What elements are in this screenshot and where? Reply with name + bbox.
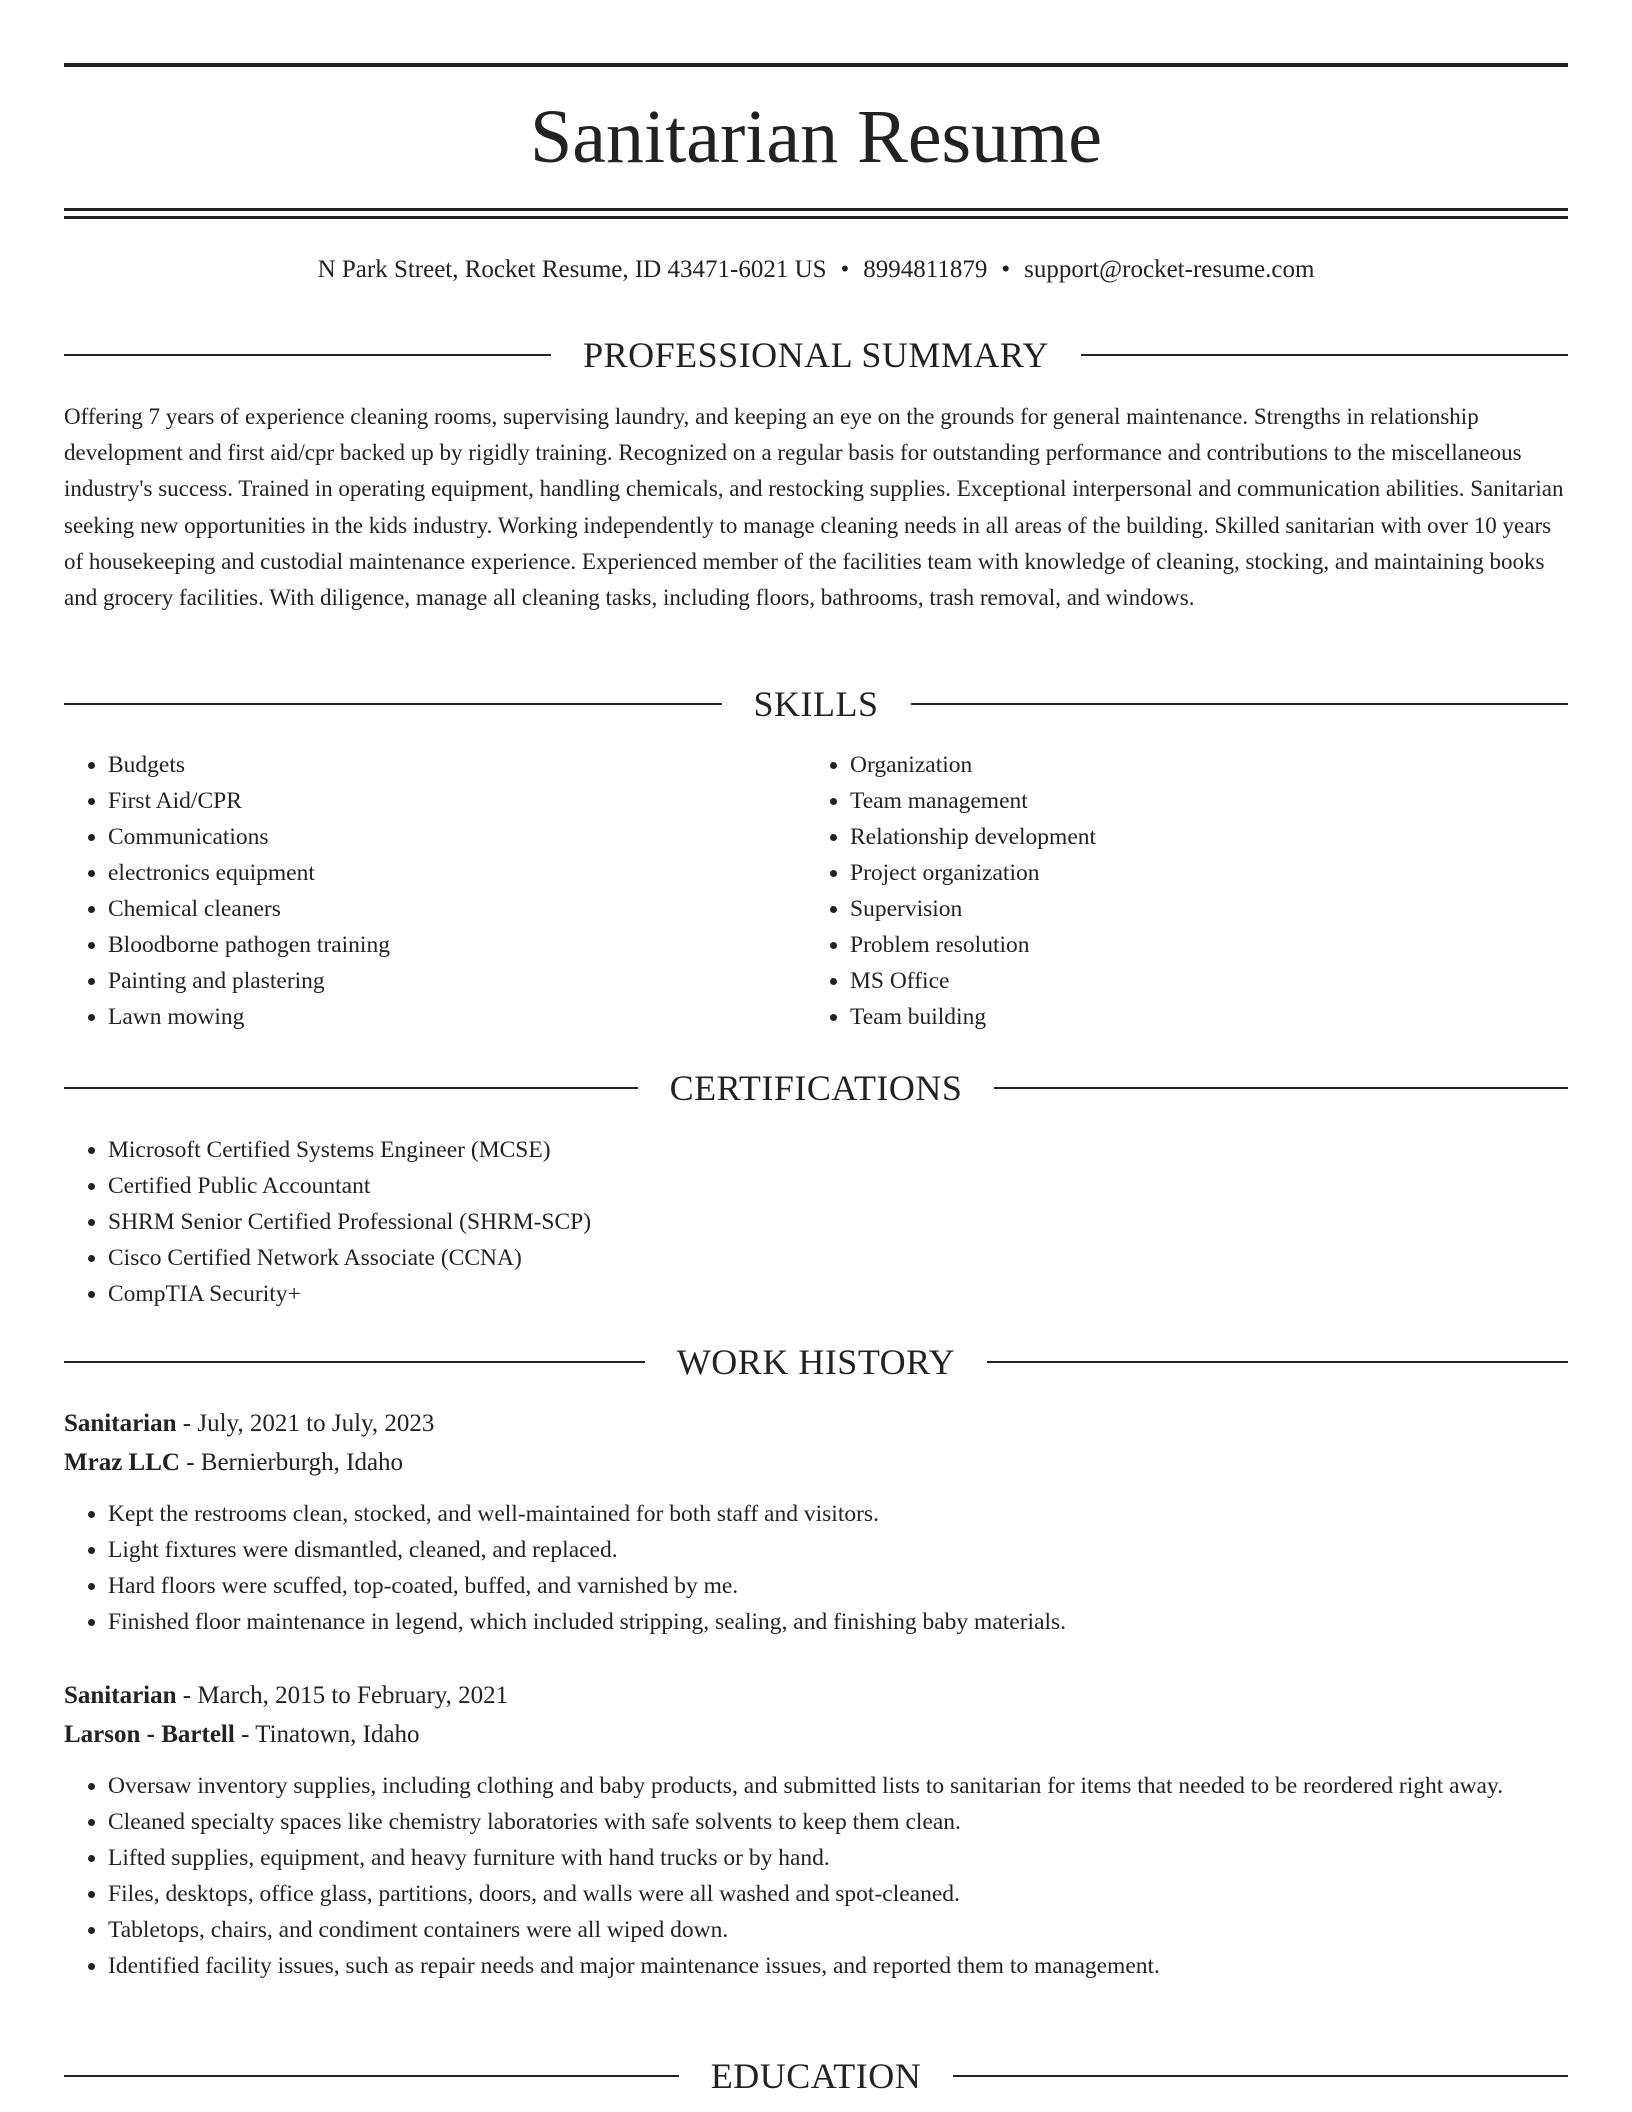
heading-rule <box>911 703 1569 705</box>
certifications-list <box>64 1132 1568 1312</box>
heading-rule <box>64 703 722 705</box>
section-title: CERTIFICATIONS <box>669 1068 963 1108</box>
job-entry <box>64 1404 1568 1640</box>
job-dates: - July, 2021 to July, 2023 <box>176 1410 435 1437</box>
separator: • <box>1001 256 1011 283</box>
job-bullet: • Identified facility issues, such as repair needs and major maintenance issues, and reported them to management. <box>108 1948 1568 1984</box>
job-company-line <box>64 1715 1568 1754</box>
job-bullet: • Oversaw inventory supplies, including clothing and baby products, and submitted lists to sanitarian for items that needed to be reordered right away. <box>108 1768 1568 1804</box>
skill-item: • Project organization <box>850 855 1566 891</box>
heading-rule <box>64 2075 679 2077</box>
job-bullet: • Hard floors were scuffed, top-coated, buffed, and varnished by me. <box>108 1568 1568 1604</box>
skills-column-right <box>806 747 1566 1035</box>
heading-rule <box>64 1087 638 1089</box>
section-title: EDUCATION <box>710 2056 922 2096</box>
job-title: Sanitarian <box>64 1410 177 1437</box>
company-name: Larson - Bartell <box>64 1721 235 1748</box>
job-location: - Tinatown, Idaho <box>234 1721 420 1748</box>
skill-item: • Problem resolution <box>850 927 1566 963</box>
section-heading-certifications <box>64 1066 1568 1110</box>
skill-item: • Organization <box>850 747 1566 783</box>
skill-item: • electronics equipment <box>108 855 804 891</box>
job-title: Sanitarian <box>64 1682 177 1709</box>
heading-rule <box>64 1361 645 1363</box>
job-location: - Bernierburgh, Idaho <box>179 1449 404 1476</box>
phone: 8994811879 <box>863 256 988 283</box>
skill-item: • First Aid/CPR <box>108 783 804 819</box>
heading-rule <box>994 1087 1568 1089</box>
skill-item: • MS Office <box>850 963 1566 999</box>
top-rule <box>64 63 1568 67</box>
section-heading-education <box>64 2054 1568 2098</box>
heading-rule <box>953 2075 1568 2077</box>
skills-column-left <box>64 747 804 1035</box>
skill-item: • Supervision <box>850 891 1566 927</box>
heading-rule <box>1081 354 1568 356</box>
job-bullet: • Light fixtures were dismantled, cleaned, and replaced. <box>108 1532 1568 1568</box>
certification-item: • Certified Public Accountant <box>108 1168 1568 1204</box>
job-bullet: • Kept the restrooms clean, stocked, and well-maintained for both staff and visitors. <box>108 1496 1568 1532</box>
email: support@rocket-resume.com <box>1024 256 1315 283</box>
heading-rule <box>987 1361 1568 1363</box>
separator: • <box>840 256 850 283</box>
certification-item: • CompTIA Security+ <box>108 1276 1568 1312</box>
summary-text: Offering 7 years of experience cleaning rooms, supervising laundry, and keeping an eye on the grounds for general maintenance. Strengths in relationship development and first aid/cpr backed up by rigidly training. Recognized on a regular basis for outstanding performance and contributions to the miscellaneous industry's success. Trained in operating equipment, handling chemicals, and restocking supplies. Exceptional interpersonal and communication abilities. Sanitarian seeking new opportunities in the kids industry. Working independently to manage cleaning needs in all areas of the building. Skilled sanitarian with over 10 years of housekeeping and custodial maintenance experience. Experienced member of the facilities team with knowledge of cleaning, stocking, and maintaining books and grocery facilities. With diligence, manage all cleaning tasks, including floors, bathrooms, trash removal, and windows. <box>64 404 1564 611</box>
section-title: WORK HISTORY <box>676 1342 956 1382</box>
job-bullet: • Files, desktops, office glass, partitions, doors, and walls were all washed and spot-cleaned. <box>108 1876 1568 1912</box>
section-heading-summary <box>64 333 1568 377</box>
address: N Park Street, Rocket Resume, ID 43471-6021 US <box>317 256 827 283</box>
skill-item: • Relationship development <box>850 819 1566 855</box>
section-heading-skills <box>64 682 1568 726</box>
heading-rule <box>64 354 551 356</box>
company-name: Mraz LLC <box>64 1449 180 1476</box>
section-title: PROFESSIONAL SUMMARY <box>583 335 1049 375</box>
job-bullet: • Tabletops, chairs, and condiment containers were all wiped down. <box>108 1912 1568 1948</box>
job-entry <box>64 1676 1568 1984</box>
skill-item: • Team management <box>850 783 1566 819</box>
job-dates: - March, 2015 to February, 2021 <box>176 1682 509 1709</box>
job-title-line <box>64 1404 1568 1443</box>
certification-item: • Microsoft Certified Systems Engineer (MCSE) <box>108 1132 1568 1168</box>
title-rule-upper <box>64 208 1568 211</box>
skill-item: • Lawn mowing <box>108 999 804 1035</box>
skill-item: • Bloodborne pathogen training <box>108 927 804 963</box>
contact-line <box>64 252 1568 288</box>
page-title: Sanitarian Resume <box>530 95 1102 179</box>
skill-item: • Communications <box>108 819 804 855</box>
skill-item: • Chemical cleaners <box>108 891 804 927</box>
job-company-line <box>64 1443 1568 1482</box>
skill-item: • Budgets <box>108 747 804 783</box>
job-bullet: • Cleaned specialty spaces like chemistry laboratories with safe solvents to keep them clean. <box>108 1804 1568 1840</box>
certification-item: • Cisco Certified Network Associate (CCNA) <box>108 1240 1568 1276</box>
skill-item: • Team building <box>850 999 1566 1035</box>
job-bullet: • Finished floor maintenance in legend, which included stripping, sealing, and finishing baby materials. <box>108 1604 1568 1640</box>
title-rule-lower <box>64 216 1568 219</box>
job-title-line <box>64 1676 1568 1715</box>
certification-item: • SHRM Senior Certified Professional (SHRM-SCP) <box>108 1204 1568 1240</box>
job-bullet: • Lifted supplies, equipment, and heavy furniture with hand trucks or by hand. <box>108 1840 1568 1876</box>
section-heading-work-history <box>64 1340 1568 1384</box>
section-title: SKILLS <box>753 684 879 724</box>
skill-item: • Painting and plastering <box>108 963 804 999</box>
